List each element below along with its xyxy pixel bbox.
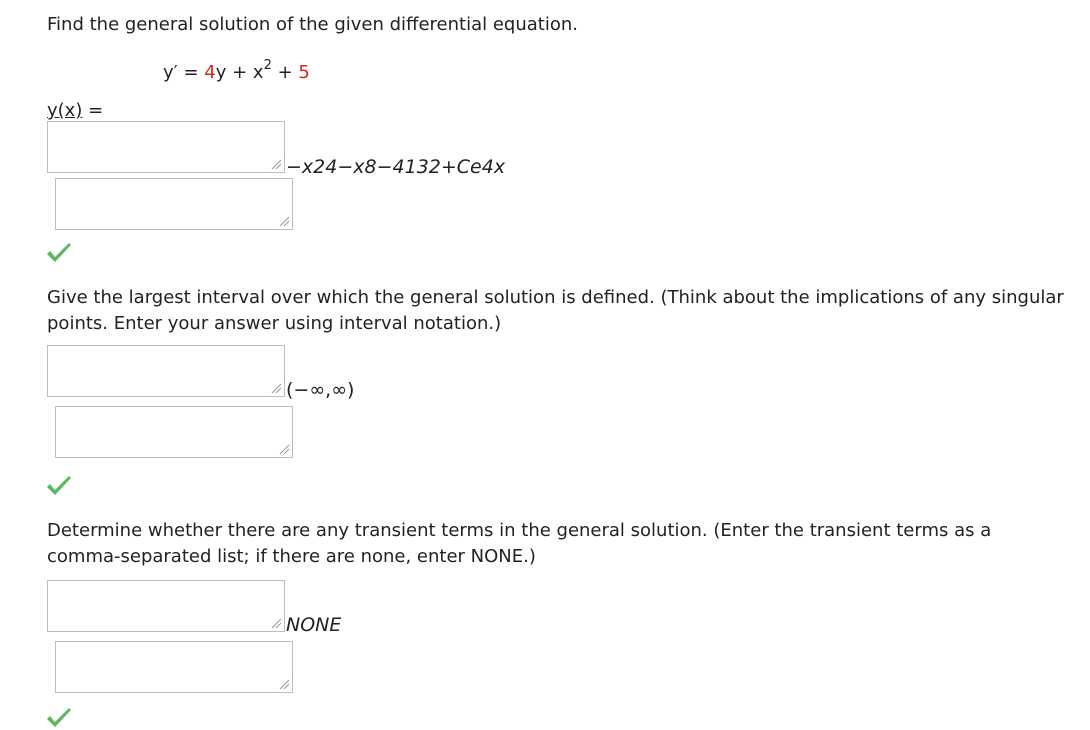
checkmark-icon <box>46 708 72 728</box>
equation-y-term: y + x <box>215 62 264 83</box>
checkmark-icon <box>46 476 72 496</box>
question2-prompt: Give the largest interval over which the general solution is defined. (Think about the implications of any singular points. Enter your answer using interval notation.) <box>47 287 1064 334</box>
y-of-x-equals: = <box>82 100 104 121</box>
answer1-input-secondary[interactable] <box>55 178 293 230</box>
equation-constant: 5 <box>298 62 310 83</box>
answer2-input-secondary[interactable] <box>55 406 293 458</box>
answer3-input[interactable] <box>47 580 285 632</box>
question3-prompt: Determine whether there are any transient terms in the general solution. (Enter the transient terms as a comma-separated list; if there are none, enter NONE.) <box>47 520 992 567</box>
answer2-input[interactable] <box>47 345 285 397</box>
answer2-submitted: (−∞,∞) <box>286 379 355 401</box>
answer1-input[interactable] <box>47 121 285 173</box>
resize-grip-icon[interactable] <box>270 617 282 629</box>
resize-grip-icon[interactable] <box>270 382 282 394</box>
y-of-x-symbol: y(x) <box>47 100 83 121</box>
equation-lhs: y′ = <box>163 62 205 83</box>
resize-grip-icon[interactable] <box>278 443 290 455</box>
question1-prompt: Find the general solution of the given differential equation. <box>47 14 578 35</box>
resize-grip-icon[interactable] <box>270 158 282 170</box>
equation-exponent: 2 <box>263 58 272 73</box>
checkmark-icon <box>46 243 72 263</box>
equation-plus: + <box>271 62 299 83</box>
resize-grip-icon[interactable] <box>278 678 290 690</box>
resize-grip-icon[interactable] <box>278 215 290 227</box>
differential-equation <box>163 60 310 88</box>
answer3-input-secondary[interactable] <box>55 641 293 693</box>
answer3-submitted: NONE <box>286 614 342 636</box>
equation-coefficient: 4 <box>204 62 216 83</box>
answer1-submitted: −x24−x8−4132+Ce4x <box>286 156 506 178</box>
